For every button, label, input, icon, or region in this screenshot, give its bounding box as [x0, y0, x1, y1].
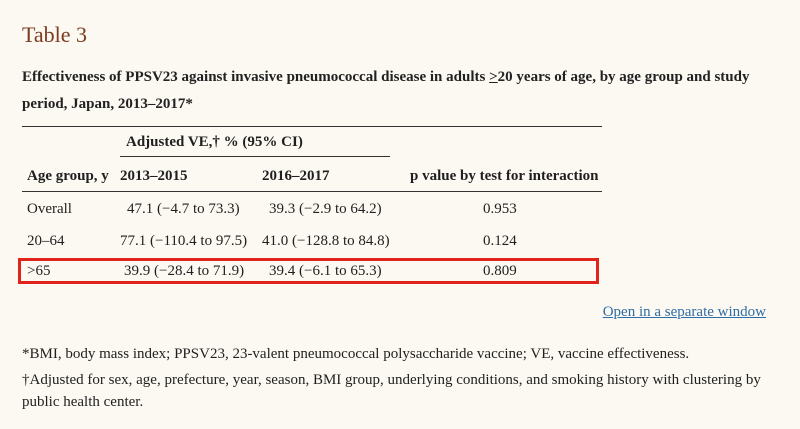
- column-group-rule: [120, 156, 390, 157]
- column-header-period-2: 2016–2017: [262, 168, 330, 184]
- table-cell-period-2: 41.0 (−128.8 to 84.8): [262, 233, 390, 249]
- table-caption: [22, 64, 782, 118]
- caption-text-end: 20 years of age, by age group and study period, Japan, 2013–2017*: [22, 69, 750, 112]
- open-separate-window-link[interactable]: Open in a separate window: [602, 304, 766, 320]
- table-cell-period-2: 39.3 (−2.9 to 64.2): [269, 201, 382, 217]
- table-cell-period-1: 39.9 (−28.4 to 71.9): [124, 263, 245, 279]
- column-header-p-value: p value by test for interaction: [410, 168, 599, 184]
- table-top-rule: [22, 126, 602, 127]
- header-bottom-rule: [22, 191, 602, 192]
- column-header-period-1: 2013–2015: [120, 168, 188, 184]
- table-cell-p-value: 0.953: [483, 201, 517, 217]
- caption-greater-equal-sign: >: [489, 69, 498, 85]
- table-cell-age-group: 20–64: [27, 233, 65, 249]
- footnote-abbreviations: *BMI, body mass index; PPSV23, 23-valent pneumococcal polysaccharide vaccine; VE, vaccine effectiveness.: [22, 346, 690, 362]
- footnote-adjustment: †Adjusted for sex, age, prefecture, year, season, BMI group, underlying conditions, and smoking history with clustering by public health center.: [22, 372, 761, 410]
- table-cell-age-group: >65: [27, 263, 51, 279]
- table-cell-period-1: 77.1 (−110.4 to 97.5): [120, 233, 248, 249]
- table-cell-age-group: Overall: [27, 201, 72, 217]
- table-title: Table 3: [22, 22, 88, 47]
- caption-text-start: Effectiveness of PPSV23 against invasive pneumococcal disease in adults: [22, 69, 490, 85]
- table-cell-p-value: 0.809: [483, 263, 517, 279]
- column-group-header: Adjusted VE,† % (95% CI): [126, 134, 303, 150]
- column-header-age-group: Age group, y: [27, 168, 109, 184]
- row-highlight-box: [18, 258, 599, 284]
- table-cell-period-2: 39.4 (−6.1 to 65.3): [269, 263, 382, 279]
- table-cell-period-1: 47.1 (−4.7 to 73.3): [127, 201, 240, 217]
- table-cell-p-value: 0.124: [483, 233, 517, 249]
